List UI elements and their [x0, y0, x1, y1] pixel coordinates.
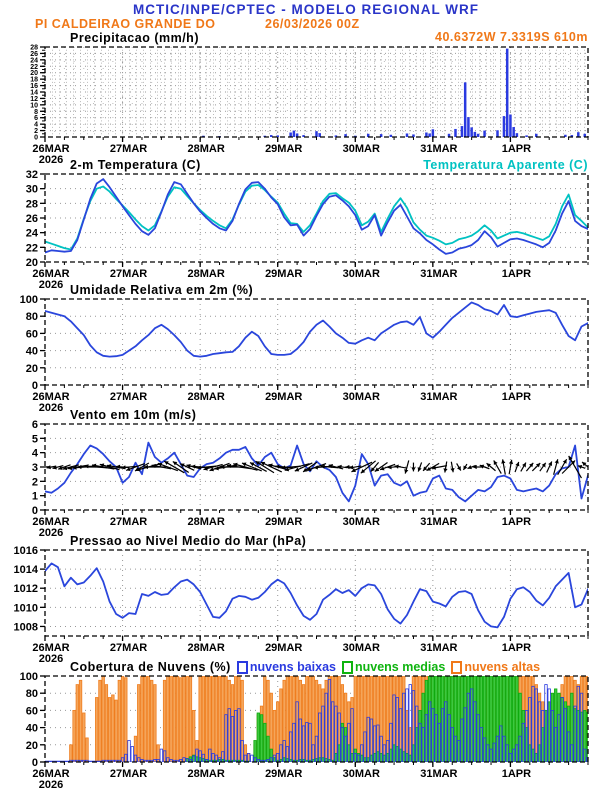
humidity-plot: [0, 292, 612, 414]
svg-text:3: 3: [31, 462, 38, 474]
svg-text:28MAR: 28MAR: [187, 268, 225, 280]
svg-text:28MAR: 28MAR: [187, 768, 225, 780]
humidity-panel-title: Umidade Relativa em 2m (%): [70, 283, 254, 297]
wind-plot: [0, 417, 612, 539]
svg-text:8: 8: [34, 108, 38, 116]
svg-text:27MAR: 27MAR: [109, 268, 148, 280]
svg-text:1APR: 1APR: [501, 516, 532, 528]
svg-text:30: 30: [25, 183, 38, 196]
svg-text:20: 20: [25, 257, 38, 269]
svg-text:60: 60: [25, 705, 38, 718]
svg-text:29MAR: 29MAR: [265, 642, 303, 654]
svg-text:2026: 2026: [38, 154, 64, 166]
svg-text:18: 18: [30, 76, 38, 84]
svg-text:2: 2: [31, 476, 38, 489]
location-label: 40.6372W 7.3319S 610m: [435, 30, 588, 44]
svg-text:28MAR: 28MAR: [187, 391, 225, 403]
svg-text:29MAR: 29MAR: [265, 516, 303, 528]
station-label: PI CALDEIRAO GRANDE DO: [35, 17, 216, 31]
svg-text:10: 10: [30, 102, 38, 110]
svg-text:28MAR: 28MAR: [187, 516, 225, 528]
svg-text:28MAR: 28MAR: [187, 642, 225, 654]
svg-text:31MAR: 31MAR: [420, 642, 458, 654]
svg-text:12: 12: [30, 95, 38, 103]
svg-text:20: 20: [25, 739, 38, 752]
svg-text:31MAR: 31MAR: [420, 516, 458, 528]
svg-text:100: 100: [19, 671, 38, 683]
svg-text:24: 24: [25, 227, 38, 240]
svg-text:80: 80: [25, 688, 38, 701]
svg-text:30MAR: 30MAR: [342, 391, 380, 403]
svg-text:6: 6: [34, 115, 38, 123]
svg-text:4: 4: [31, 447, 38, 460]
svg-text:1APR: 1APR: [501, 642, 532, 654]
svg-text:14: 14: [30, 89, 38, 97]
svg-text:1014: 1014: [13, 564, 38, 577]
svg-text:100: 100: [19, 294, 38, 306]
wind-panel-title: Vento em 10m (m/s): [70, 408, 197, 422]
svg-text:1016: 1016: [13, 545, 38, 557]
svg-text:29MAR: 29MAR: [265, 391, 303, 403]
svg-text:31MAR: 31MAR: [420, 768, 458, 780]
svg-text:28: 28: [25, 198, 38, 211]
svg-text:30MAR: 30MAR: [342, 642, 380, 654]
pressure-panel-title: Pressao ao Nivel Medio do Mar (hPa): [70, 534, 307, 548]
svg-text:31MAR: 31MAR: [420, 268, 458, 280]
svg-text:26MAR: 26MAR: [32, 143, 70, 155]
svg-text:26MAR: 26MAR: [32, 516, 70, 528]
svg-text:0: 0: [31, 505, 38, 517]
svg-text:31MAR: 31MAR: [420, 143, 458, 155]
svg-text:28: 28: [30, 44, 38, 52]
page-title: MCTIC/INPE/CPTEC - MODELO REGIONAL WRF: [133, 2, 479, 17]
svg-text:29MAR: 29MAR: [265, 268, 303, 280]
svg-text:2026: 2026: [38, 653, 64, 665]
svg-text:32: 32: [25, 169, 38, 181]
svg-text:26: 26: [25, 213, 38, 225]
svg-text:2026: 2026: [38, 527, 64, 539]
svg-text:80: 80: [25, 311, 38, 324]
svg-text:2026: 2026: [38, 279, 64, 291]
precip-plot: [0, 40, 612, 166]
svg-text:30MAR: 30MAR: [342, 268, 380, 280]
svg-text:27MAR: 27MAR: [109, 768, 148, 780]
pressure-plot: [0, 543, 612, 666]
svg-text:22: 22: [30, 63, 38, 71]
svg-text:0: 0: [31, 380, 38, 392]
svg-text:1APR: 1APR: [501, 391, 532, 403]
legend-nuvens-baixas-label: nuvens baixas: [249, 660, 336, 674]
svg-text:26MAR: 26MAR: [32, 268, 70, 280]
svg-text:30MAR: 30MAR: [342, 768, 380, 780]
svg-text:0: 0: [31, 757, 38, 769]
svg-text:24: 24: [30, 57, 38, 65]
svg-text:2026: 2026: [38, 402, 64, 414]
svg-text:0: 0: [34, 134, 38, 142]
svg-text:30MAR: 30MAR: [342, 143, 380, 155]
svg-text:28MAR: 28MAR: [187, 143, 225, 155]
run-datetime-label: 26/03/2026 00Z: [265, 17, 360, 31]
svg-text:27MAR: 27MAR: [109, 642, 148, 654]
svg-text:4: 4: [34, 121, 38, 129]
svg-text:1012: 1012: [13, 583, 38, 596]
svg-text:6: 6: [31, 419, 38, 431]
svg-text:1APR: 1APR: [501, 268, 532, 280]
svg-text:26MAR: 26MAR: [32, 391, 70, 403]
svg-text:1008: 1008: [13, 621, 38, 634]
legend-nuvens-medias-label: nuvens medias: [355, 660, 446, 674]
svg-text:5: 5: [31, 433, 38, 446]
svg-text:1010: 1010: [13, 602, 38, 615]
svg-text:1APR: 1APR: [501, 768, 532, 780]
svg-text:27MAR: 27MAR: [109, 516, 148, 528]
svg-text:29MAR: 29MAR: [265, 768, 303, 780]
svg-text:22: 22: [25, 242, 38, 255]
svg-text:26MAR: 26MAR: [32, 642, 70, 654]
precip-panel-title: Precipitacao (mm/h): [70, 31, 199, 45]
svg-text:1: 1: [31, 490, 38, 503]
temperature-plot: [0, 167, 612, 291]
svg-text:30MAR: 30MAR: [342, 516, 380, 528]
svg-text:20: 20: [25, 362, 38, 375]
svg-text:31MAR: 31MAR: [420, 391, 458, 403]
svg-text:2026: 2026: [38, 779, 64, 791]
cloud-plot: [0, 669, 612, 792]
svg-text:1APR: 1APR: [501, 143, 532, 155]
svg-text:26: 26: [30, 50, 38, 58]
svg-text:27MAR: 27MAR: [109, 391, 148, 403]
svg-text:20: 20: [30, 70, 38, 78]
temperature-panel-title: 2-m Temperatura (C): [70, 158, 201, 172]
apparent-temperature-legend: Temperatura Aparente (C): [423, 158, 588, 172]
cloud-panel-title: Cobertura de Nuvens (%): [70, 660, 231, 674]
svg-text:26MAR: 26MAR: [32, 768, 70, 780]
svg-text:27MAR: 27MAR: [109, 143, 148, 155]
svg-text:16: 16: [30, 83, 38, 91]
svg-text:40: 40: [25, 722, 38, 735]
legend-nuvens-altas-label: nuvens altas: [464, 660, 541, 674]
svg-text:2: 2: [34, 128, 38, 136]
svg-text:60: 60: [25, 328, 38, 341]
svg-text:29MAR: 29MAR: [265, 143, 303, 155]
svg-text:40: 40: [25, 345, 38, 358]
